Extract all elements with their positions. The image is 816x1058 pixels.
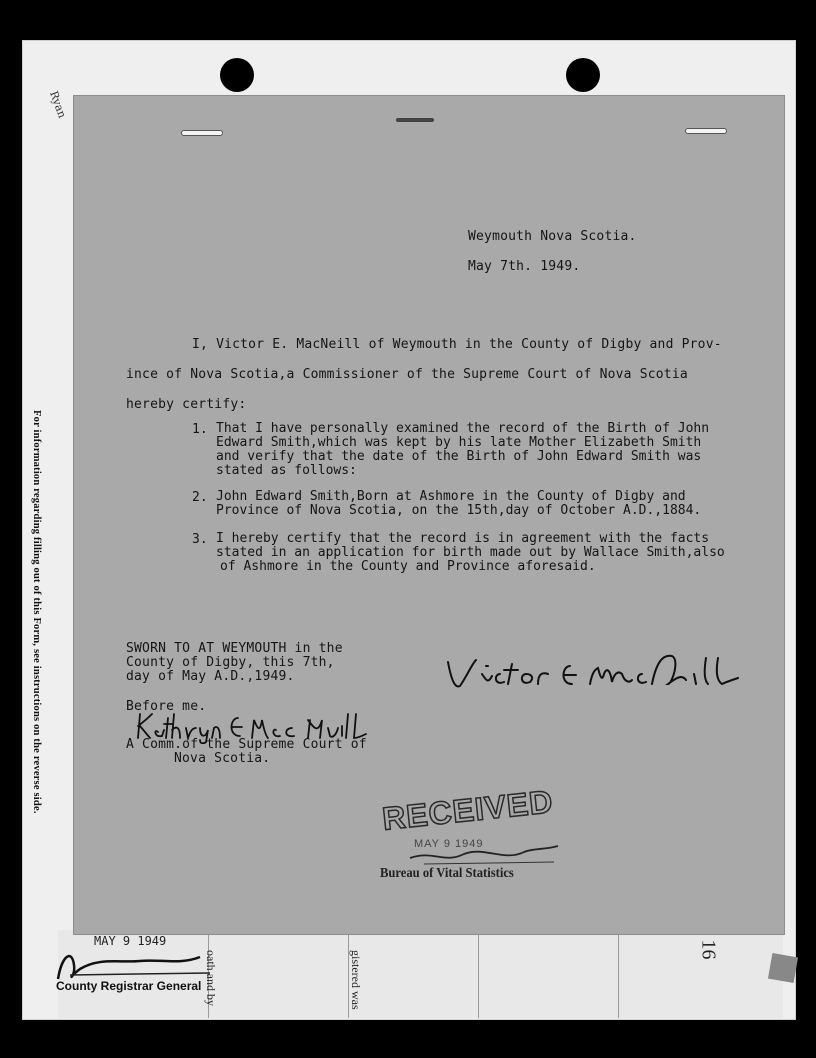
item-number: 2. (192, 490, 208, 505)
received-stamp-word: RECEIVED (380, 783, 555, 837)
intro-line: hereby certify: (126, 397, 247, 412)
form-number: 16 (697, 939, 720, 960)
sworn-line: County of Digby, this 7th, (126, 655, 335, 670)
corner-handwritten-mark: Ryan (47, 89, 69, 120)
item-line: Province of Nova Scotia, on the 15th,day of October A.D.,1884. (216, 503, 702, 518)
item-number: 3. (192, 532, 208, 547)
item-line: and verify that the date of the Birth of John Edward Smith was (216, 449, 702, 464)
item-line: I hereby certify that the record is in agreement with the facts (216, 531, 710, 546)
item-line: stated as follows: (216, 463, 357, 478)
item-line: John Edward Smith,Born at Ashmore in the County of Digby and (216, 489, 686, 504)
received-stamp-date: MAY 9 1949 (414, 838, 484, 850)
side-instruction-text (31, 70, 58, 1010)
letter-place: Weymouth Nova Scotia. (468, 229, 637, 244)
staple-right (686, 129, 726, 133)
underlying-date-stamp: MAY 9 1949 (94, 934, 167, 948)
sworn-line: SWORN TO AT WEYMOUTH in the (126, 641, 343, 656)
signature-victor-macneill (442, 644, 742, 704)
underlying-form-fragment: oath and by (204, 950, 218, 1006)
county-stamp-label: County Registrar General (56, 979, 202, 993)
before-me-label: Before me. (126, 699, 207, 714)
staple-left (182, 131, 222, 135)
letter-date: May 7th. 1949. (468, 259, 581, 274)
received-stamp (374, 783, 564, 900)
sworn-line: day of May A.D.,1949. (126, 669, 295, 684)
intro-line: I, Victor E. MacNeill of Weymouth in the County of Digby and Prov- (192, 337, 722, 352)
underlying-form-fragment: gistered was (349, 950, 363, 1010)
form-column-divider (478, 930, 479, 1018)
paper-tab (768, 953, 798, 983)
punch-hole-left (220, 58, 254, 92)
item-line: stated in an application for birth made out by Wallace Smith,also (216, 545, 725, 560)
side-instruction-label: For information regarding filling out of this Form, see instructions on the reverse side. (31, 410, 42, 814)
staple-center (396, 118, 434, 122)
item-line: That I have personally examined the record of the Birth of John (216, 421, 710, 436)
intro-line: ince of Nova Scotia,a Commissioner of the Supreme Court of Nova Scotia (126, 367, 688, 382)
county-registrar-stamp (50, 945, 220, 1005)
item-line: Edward Smith,which was kept by his late Mother Elizabeth Smith (216, 435, 702, 450)
item-line: of Ashmore in the County and Province aforesaid. (220, 559, 596, 574)
certification-letter (74, 96, 784, 934)
form-column-divider (618, 930, 619, 1018)
received-stamp-bureau: Bureau of Vital Statistics (380, 866, 514, 881)
commissioner-line: A Comm.of the Supreme Court of (126, 737, 367, 752)
punch-hole-right (566, 58, 600, 92)
item-number: 1. (192, 422, 208, 437)
commissioner-line: Nova Scotia. (174, 751, 271, 766)
